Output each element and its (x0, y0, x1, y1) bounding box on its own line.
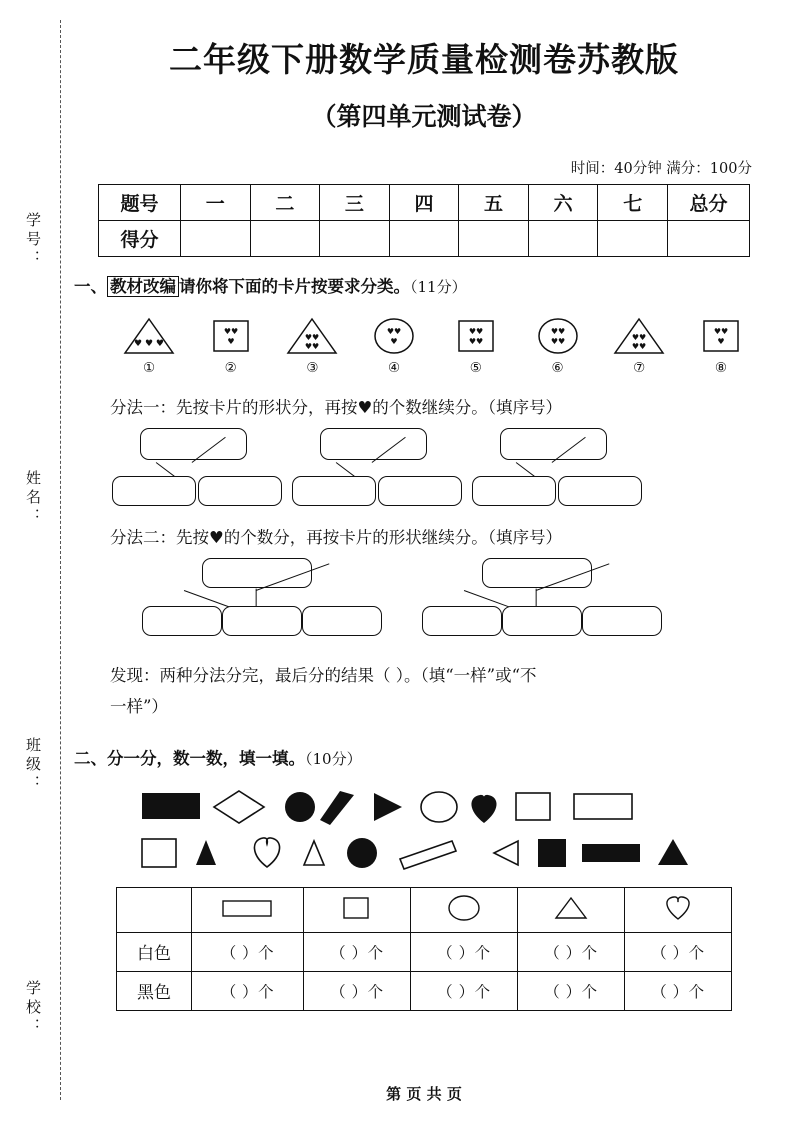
count-header-circle-icon (410, 887, 517, 932)
table-row (99, 221, 750, 257)
svg-text:♥♥: ♥♥ (550, 327, 565, 337)
score-col-4: 四 (389, 185, 459, 221)
card-shape-square-icon (445, 315, 507, 357)
tree2-parent-box-1[interactable] (202, 558, 312, 588)
count-cell-black-square[interactable]: （ ）个 (303, 971, 410, 1010)
svg-text:♥: ♥ (227, 337, 235, 347)
tree1-parent-box-3[interactable] (500, 428, 607, 460)
tree2-child-box-4[interactable] (422, 606, 502, 636)
score-input-7[interactable] (598, 221, 668, 257)
svg-text:♥♥: ♥♥ (305, 342, 320, 352)
tree2-child-box-1[interactable] (142, 606, 222, 636)
count-cell-black-triangle[interactable]: （ ）个 (517, 971, 624, 1010)
card-number: ① (142, 360, 156, 377)
card-shape-circle-icon (527, 315, 589, 357)
svg-text:♥♥: ♥♥ (468, 327, 483, 337)
margin-label-name: 姓名： (24, 470, 42, 527)
svg-text:♥♥: ♥♥ (550, 337, 565, 347)
question-2-points: （10分） (305, 749, 362, 768)
finding-line-1: 发现：两种分法分完，最后分的结果（ ）。（填“一样”或“不 (110, 666, 537, 686)
shape-sorting-field (134, 785, 714, 877)
exam-meta: 时间：40分钟 满分：100分 (570, 161, 752, 177)
classification-tree-2 (74, 558, 774, 646)
score-row-label-points: 得分 (99, 221, 181, 257)
score-input-6[interactable] (528, 221, 598, 257)
score-table (98, 184, 750, 257)
card-number: ⑦ (633, 360, 646, 377)
count-cell-white-triangle[interactable]: （ ）个 (517, 932, 624, 971)
exam-page (74, 0, 774, 1122)
question-1-method-1-text: 分法一：先按卡片的形状分，再按♥的个数继续分。（填序号） (110, 398, 563, 418)
margin-label-student-id: 学号： (24, 212, 42, 269)
card-shape-triangle-icon (118, 315, 180, 357)
score-col-1: 一 (180, 185, 250, 221)
shape-black-rectangle (142, 793, 200, 819)
score-input-total[interactable] (668, 221, 750, 257)
tree1-child-box-2[interactable] (198, 476, 282, 506)
question-1-text: 请你将下面的卡片按要求分类。 (179, 277, 410, 296)
svg-text:♥♥: ♥♥ (632, 333, 647, 343)
count-cell-black-circle[interactable]: （ ）个 (410, 971, 517, 1010)
list-item (690, 315, 752, 376)
page-subtitle: （第四单元测试卷） (311, 102, 537, 131)
list-item (608, 315, 670, 376)
question-1-points: （11分） (410, 278, 467, 296)
count-cell-black-rectangle[interactable]: （ ）个 (192, 971, 304, 1010)
count-header-square-icon (303, 887, 410, 932)
score-row-label-number: 题号 (99, 185, 181, 221)
tree2-child-box-5[interactable] (502, 606, 582, 636)
table-row (117, 887, 732, 932)
tree2-child-box-2[interactable] (222, 606, 302, 636)
left-margin (0, 0, 66, 1122)
score-col-3: 三 (320, 185, 390, 221)
count-cell-white-heart[interactable]: （ ）个 (624, 932, 731, 971)
page-footer: 第 页 共 页 (386, 1085, 462, 1103)
tree1-parent-box-2[interactable] (320, 428, 427, 460)
card-shape-circle-icon (363, 315, 425, 357)
card-number: ⑧ (714, 360, 727, 377)
svg-text:♥♥: ♥♥ (713, 327, 729, 337)
count-header-rectangle-icon (192, 887, 304, 932)
score-col-7: 七 (598, 185, 668, 221)
margin-label-class: 班级： (24, 737, 42, 794)
tree2-child-box-3[interactable] (302, 606, 382, 636)
score-input-5[interactable] (459, 221, 529, 257)
score-col-2: 二 (250, 185, 320, 221)
card-number: ⑤ (469, 360, 482, 377)
list-item (281, 315, 343, 376)
score-input-2[interactable] (250, 221, 320, 257)
tree2-parent-box-2[interactable] (482, 558, 592, 588)
tree1-child-box-1[interactable] (112, 476, 196, 506)
score-input-4[interactable] (389, 221, 459, 257)
score-col-total: 总分 (668, 185, 750, 221)
svg-text:♥♥: ♥♥ (386, 327, 402, 337)
card-number: ④ (388, 360, 401, 377)
question-1-tag: 教材改编 (107, 276, 179, 297)
question-1-method-2-text: 分法二：先按♥的个数分，再按卡片的形状继续分。（填序号） (110, 528, 563, 548)
table-row (117, 971, 732, 1010)
finding-line-2: 一样”） (110, 697, 168, 717)
classification-tree-1 (74, 428, 774, 506)
question-2 (74, 745, 774, 773)
list-item (118, 315, 180, 376)
card-number: ② (224, 360, 237, 377)
question-2-text: 分一分，数一数，填一填。 (107, 748, 305, 768)
tree1-parent-box-1[interactable] (140, 428, 247, 460)
tree1-child-box-5[interactable] (472, 476, 556, 506)
count-cell-white-square[interactable]: （ ）个 (303, 932, 410, 971)
question-2-label: 二、 (74, 748, 107, 768)
card-shape-triangle-icon (608, 315, 670, 357)
count-header-triangle-icon (517, 887, 624, 932)
tree1-child-box-4[interactable] (378, 476, 462, 506)
question-1-finding (110, 660, 774, 723)
tree1-child-box-6[interactable] (558, 476, 642, 506)
score-col-5: 五 (459, 185, 529, 221)
score-input-1[interactable] (180, 221, 250, 257)
card-shape-triangle-icon (281, 315, 343, 357)
count-table (116, 887, 732, 1011)
score-col-6: 六 (528, 185, 598, 221)
svg-text:♥: ♥ (390, 337, 398, 347)
score-input-3[interactable] (320, 221, 390, 257)
count-row-label-white: 白色 (117, 932, 192, 971)
card-row (118, 315, 752, 376)
margin-dashed-divider (60, 20, 61, 1100)
list-item (200, 315, 262, 376)
count-row-label-black: 黑色 (117, 971, 192, 1010)
svg-text:♥♥: ♥♥ (468, 337, 483, 347)
list-item (363, 315, 425, 376)
svg-text:♥: ♥ (717, 337, 725, 347)
list-item (445, 315, 507, 376)
count-header-heart-icon (624, 887, 731, 932)
tree1-child-box-3[interactable] (292, 476, 376, 506)
table-row (117, 932, 732, 971)
count-header-blank (117, 887, 192, 932)
table-row (99, 185, 750, 221)
svg-text:♥♥: ♥♥ (223, 327, 238, 337)
question-1 (74, 273, 774, 301)
card-shape-square-icon (200, 315, 262, 357)
list-item (527, 315, 589, 376)
card-number: ⑥ (551, 360, 564, 377)
count-cell-white-circle[interactable]: （ ）个 (410, 932, 517, 971)
tree2-child-box-6[interactable] (582, 606, 662, 636)
question-1-label: 一、 (74, 277, 107, 296)
svg-text:♥ ♥ ♥: ♥ ♥ ♥ (134, 339, 164, 350)
card-number: ③ (306, 360, 319, 377)
count-cell-white-rectangle[interactable]: （ ）个 (192, 932, 304, 971)
card-shape-square-icon (690, 315, 752, 357)
svg-text:♥♥: ♥♥ (632, 342, 647, 352)
svg-text:♥♥: ♥♥ (305, 333, 320, 343)
page-title: 二年级下册数学质量检测卷苏教版 (169, 40, 679, 79)
margin-label-school: 学校： (24, 980, 42, 1037)
count-cell-black-heart[interactable]: （ ）个 (624, 971, 731, 1010)
